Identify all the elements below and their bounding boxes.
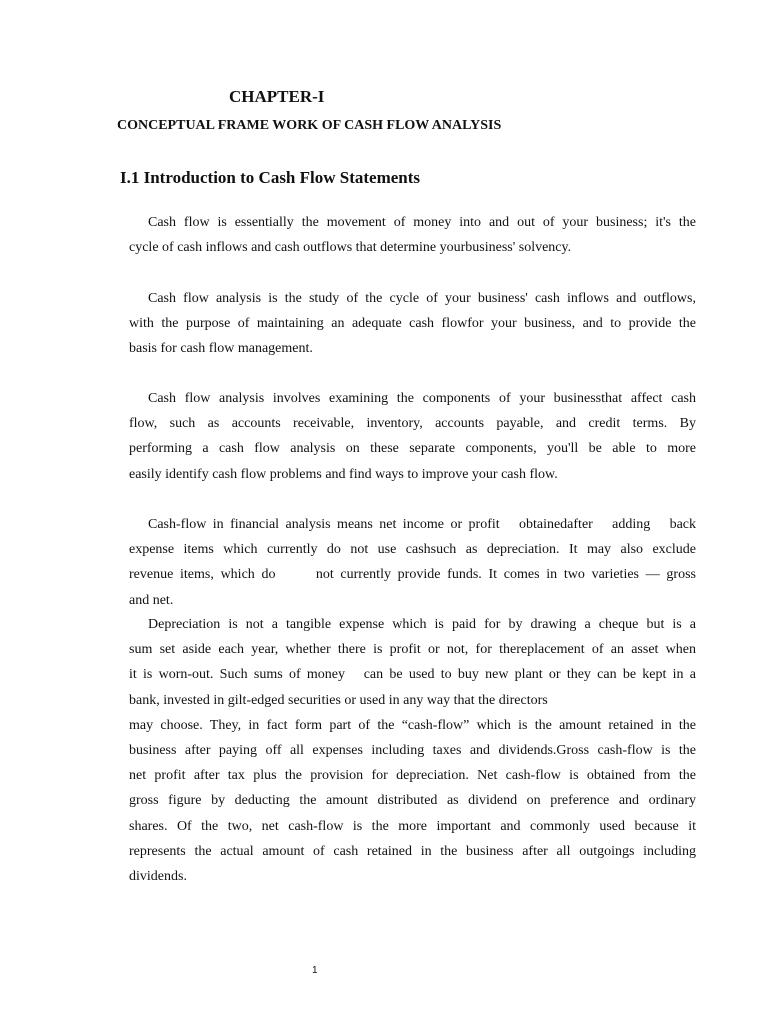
paragraph-line: Cash flow analysis is the study of the cycle of your business' cash inflows and outflows, [148,291,696,306]
paragraph-line: net profit after tax plus the provision for depreciation. Net cash-flow is obtained from the [129,768,696,784]
paragraph-line: and net. [129,592,174,608]
paragraph-line: may choose. They, in fact form part of the “cash-flow” which is the amount retained in the [129,717,696,733]
paragraph-line: with the purpose of maintaining an adequate cash flowfor your business, and to provide the [129,316,696,332]
chapter-title: CHAPTER-I [229,87,325,106]
paragraph-1 [129,210,696,260]
paragraph-line: sum set aside each year, whether there is profit or not, for thereplacement of an asset when [129,642,696,658]
paragraph-3 [129,386,696,487]
section-heading: I.1 Introduction to Cash Flow Statements [120,168,421,187]
paragraph-line: cycle of cash inflows and cash outflows that determine yourbusiness' solvency. [129,240,572,256]
paragraph-line: expense items which currently do not use cashsuch as depreciation. It may also exclude [129,542,696,558]
paragraph-line: easily identify cash flow problems and find ways to improve your cash flow. [129,466,558,482]
paragraph-line: flow, such as accounts receivable, inventory, accounts payable, and credit terms. By [129,416,696,432]
paragraph-5 [129,612,696,889]
paragraph-line: Cash-flow in financial analysis means net income or profit obtainedafter adding back [148,517,696,532]
paragraph-line: Cash flow is essentially the movement of money into and out of your business; it's the [148,215,696,230]
paragraph-line: business after paying off all expenses including taxes and dividends.Gross cash-flow is the [129,743,696,759]
paragraph-line: Depreciation is not a tangible expense which is paid for by drawing a cheque but is a [148,617,696,632]
paragraph-line: it is worn-out. Such sums of money can be used to buy new plant or they can be kept in a [129,667,696,683]
paragraph-4 [129,512,696,613]
paragraph-line: gross figure by deducting the amount distributed as dividend on preference and ordinary [129,793,696,809]
paragraph-2 [129,286,696,362]
paragraph-line: bank, invested in gilt-edged securities or used in any way that the directors [129,692,548,708]
chapter-subtitle: CONCEPTUAL FRAME WORK OF CASH FLOW ANALYSIS [117,118,502,133]
paragraph-line: performing a cash flow analysis on these separate components, you'll be able to more [129,441,696,457]
paragraph-line: shares. Of the two, net cash-flow is the more important and commonly used because it [129,818,696,834]
paragraph-line: revenue items, which do not currently provide funds. It comes in two varieties — gross [129,567,696,583]
paragraph-line: basis for cash flow management. [129,341,313,357]
paragraph-line: represents the actual amount of cash retained in the business after all outgoings including [129,843,696,859]
page-number: 1 [312,965,318,976]
paragraph-line: dividends. [129,869,187,885]
paragraph-line: Cash flow analysis involves examining the components of your businessthat affect cash [148,391,696,406]
